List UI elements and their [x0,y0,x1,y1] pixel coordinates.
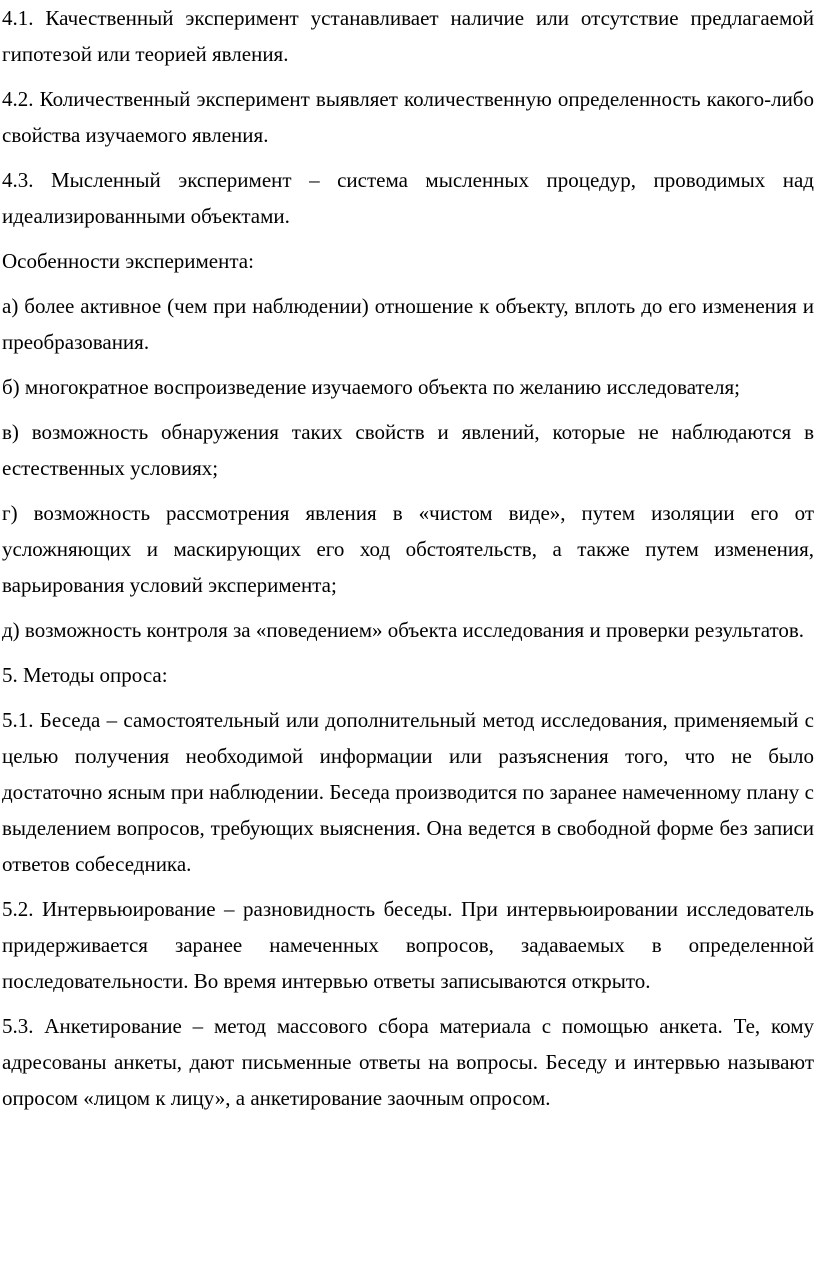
feature-item-g: г) возможность рассмотрения явления в «чистом виде», путем изоляции его от усложняющих и маскирующих его ход обстоятельств, а также путем изменения, варьирования условий эксперимента; [2,501,814,597]
section-heading-survey-methods: 5. Методы опроса: [2,663,168,687]
feature-item-b: б) многократное воспроизведение изучаемого объекта по желанию исследователя; [2,375,740,399]
feature-item-v: в) возможность обнаружения таких свойств и явлений, которые не наблюдаются в естественных условиях; [2,420,814,480]
paragraph-5-3: 5.3. Анкетирование – метод массового сбора материала с помощью анкета. Те, кому адресованы анкеты, дают письменные ответы на вопросы. Беседу и интервью называют опросом «лицом к лицу», а анкетирование заочным опросом. [2,1014,814,1110]
feature-item-a: а) более активное (чем при наблюдении) отношение к объекту, вплоть до его изменения и преобразования. [2,294,814,354]
paragraph-4-2: 4.2. Количественный эксперимент выявляет количественную определенность какого-либо свойства изучаемого явления. [2,87,814,147]
paragraph-4-3: 4.3. Мысленный эксперимент – система мысленных процедур, проводимых над идеализированными объектами. [2,168,814,228]
section-heading-experiment-features: Особенности эксперимента: [2,249,254,273]
feature-item-d: д) возможность контроля за «поведением» объекта исследования и проверки результатов. [2,618,805,642]
paragraph-4-1: 4.1. Качественный эксперимент устанавливает наличие или отсутствие предлагаемой гипотезой или теорией явления. [2,6,814,66]
paragraph-5-1: 5.1. Беседа – самостоятельный или дополнительный метод исследования, применяемый с целью получения необходимой информации или разъяснения того, что не было достаточно ясным при наблюдении. Беседа производится по заранее намеченному плану с выделением вопросов, требующих выяснения. Она ведется в свободной форме без записи ответов собеседника. [2,708,814,876]
paragraph-5-2: 5.2. Интервьюирование – разновидность беседы. При интервьюировании исследователь придерживается заранее намеченных вопросов, задаваемых в определенной последовательности. Во время интервью ответы записываются открыто. [2,897,814,993]
